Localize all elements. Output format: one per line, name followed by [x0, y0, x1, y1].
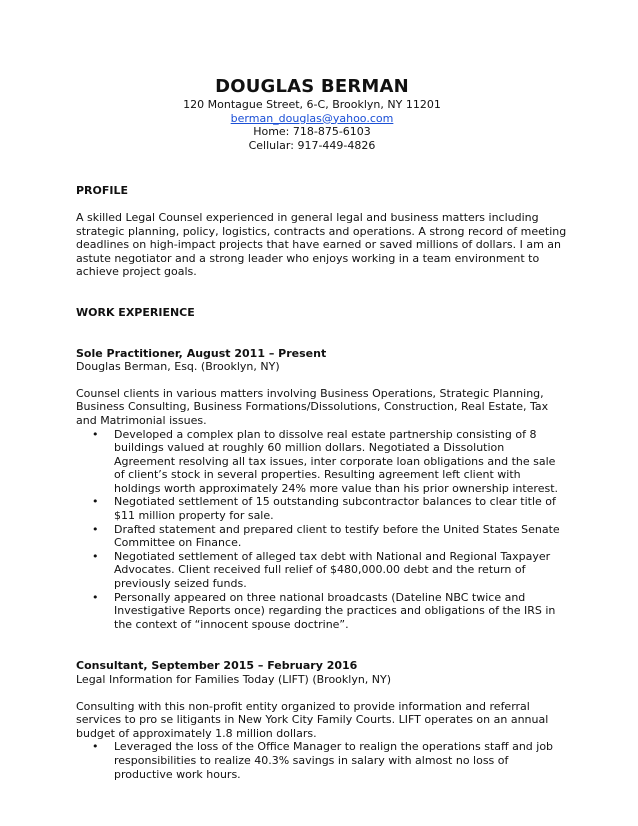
- job-bullets: [76, 740, 568, 781]
- job-title: Sole Practitioner, August 2011 – Present: [76, 346, 327, 360]
- profile-text: A skilled Legal Counsel experienced in general legal and business matters including strategic planning, policy, logistics, contracts and operations. A strong record of meeting deadlines on high-impact projects that have earned or saved millions of dollars. I am an astute negotiator and a strong leader who enjoys working in a team environment to achieve project goals.: [76, 210, 567, 279]
- list-item: • Developed a complex plan to dissolve real estate partnership consisting of 8 buildings valued at roughly 60 million dollars. Negotiated a Dissolution Agreement resolving all tax issues, inter corporate loan obligations and the sale of client’s stock in several properties. Resulting agreement left client with holdings worth approximately 24% more value than his prior ownership interest.: [92, 427, 559, 495]
- bullet-icon: •: [92, 740, 99, 754]
- job-entry: [76, 347, 568, 632]
- email-link[interactable]: berman_douglas@yahoo.com: [230, 111, 394, 125]
- job-summary: Counsel clients in various matters involving Business Operations, Strategic Planning, Business Consulting, Business Formations/Dissolutions, Construction, Real Estate, Tax and Matrimonial issues.: [76, 386, 549, 427]
- address: 120 Montague Street, 6-C, Brooklyn, NY 11201: [183, 98, 441, 111]
- list-item: • Personally appeared on three national broadcasts (Dateline NBC twice and Investigative Reports once) regarding the practices and obligations of the IRS in the context of “innocent spouse doctrine”.: [92, 590, 556, 631]
- job-summary: Consulting with this non-profit entity organized to provide information and referral services to pro se litigants in New York City Family Courts. LIFT operates on an annual budget of approximately 1.8 million dollars.: [76, 699, 549, 740]
- job-organization: Legal Information for Families Today (LIFT) (Brooklyn, NY): [76, 673, 392, 686]
- list-item: • Negotiated settlement of alleged tax debt with National and Regional Taxpayer Advocates. Client received full relief of $480,000.00 debt and the return of previously seized funds.: [92, 549, 551, 591]
- job-title: Consultant, September 2015 – February 2016: [76, 659, 358, 673]
- job-entry: [76, 659, 568, 781]
- home-phone: Home: 718-875-6103: [253, 125, 371, 139]
- resume-header: [56, 76, 568, 152]
- list-item: • Negotiated settlement of 15 outstanding subcontractor balances to clear title of $11 million property for sale.: [92, 495, 556, 523]
- candidate-name: DOUGLAS BERMAN: [215, 76, 409, 97]
- list-item: • Leveraged the loss of the Office Manager to realign the operations staff and job responsibilities to realize 40.3% savings in salary with almost no loss of productive work hours.: [92, 740, 554, 781]
- bullet-icon: •: [92, 522, 99, 536]
- list-item: • Drafted statement and prepared client to testify before the United States Senate Committee on Finance.: [92, 522, 560, 550]
- profile-heading: PROFILE: [76, 184, 129, 198]
- bullet-icon: •: [92, 549, 99, 563]
- bullet-icon: •: [92, 495, 99, 509]
- job-organization: Douglas Berman, Esq. (Brooklyn, NY): [76, 360, 280, 374]
- cell-phone: Cellular: 917-449-4826: [248, 138, 376, 152]
- job-bullets: [76, 428, 568, 632]
- bullet-icon: •: [92, 590, 99, 604]
- bullet-icon: •: [92, 427, 99, 441]
- work-experience-heading: WORK EXPERIENCE: [76, 305, 195, 319]
